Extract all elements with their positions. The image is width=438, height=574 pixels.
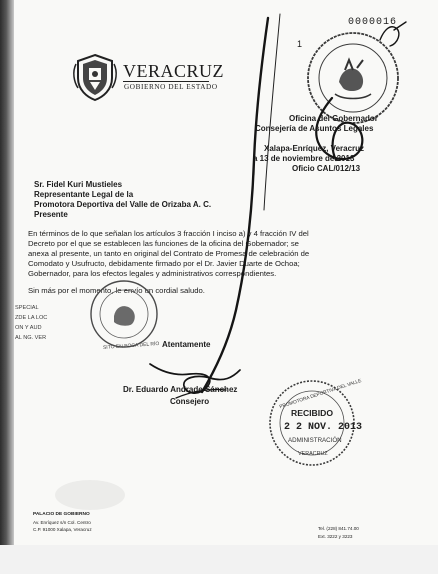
signature-atentamente: Atentamente bbox=[162, 340, 211, 349]
recipient-role1: Representante Legal de la bbox=[34, 190, 134, 199]
scan-edge-shadow bbox=[0, 0, 14, 574]
recipient-presente: Presente bbox=[34, 210, 68, 219]
corner-folio: 0000016 bbox=[348, 17, 398, 28]
seal-ring-text: SITO EN BOCA DEL RÍO bbox=[102, 341, 160, 351]
footer-left-2: Av. Enríquez s/n Col. Centro bbox=[33, 520, 91, 525]
top-page-number: 1 bbox=[297, 39, 303, 49]
recipient-name: Sr. Fidel Kuri Mustieles bbox=[34, 180, 123, 189]
body-line-1: En términos de lo que señalan los artículos 3 fracción I inciso a) y 4 fracción IV del bbox=[28, 229, 309, 238]
received-stamp-top: PROMOTORA DEPORTIVA DEL VALLE bbox=[279, 378, 363, 411]
received-stamp-date: 2 2 NOV. 2013 bbox=[284, 422, 363, 433]
body-line-4: Comodato y Usufructo, debidamente firmado por el Dr. Javier Duarte de Ochoa; bbox=[28, 259, 300, 268]
signature-name: Dr. Eduardo Andrade Sánchez bbox=[123, 385, 238, 394]
office-line1: Oficina del Gobernador bbox=[289, 114, 378, 123]
received-stamp-word: RECIBIDO bbox=[291, 408, 334, 418]
office-line2: Consejería de Asuntos Legales bbox=[255, 124, 374, 133]
recipient-role2: Promotora Deportiva del Valle de Orizaba A. C. bbox=[34, 200, 212, 209]
partial-stamp-line-4: AL NG. VER bbox=[15, 335, 47, 341]
letterhead-subtitle: GOBIERNO DEL ESTADO bbox=[124, 83, 218, 91]
body-closing: Sin más por el momento, le envío un cordial saludo. bbox=[28, 286, 205, 295]
body-line-5: Gobernador, para los efectos legales y administrativos correspondientes. bbox=[28, 269, 277, 278]
office-place: Xalapa-Enríquez, Veracruz bbox=[264, 144, 365, 153]
office-date: a 13 de noviembre de 2013 bbox=[253, 154, 355, 163]
received-stamp-place: VERACRUZ bbox=[298, 451, 328, 457]
partial-stamp-line-1: SPECIAL bbox=[15, 305, 39, 311]
received-stamp-dept: ADMINISTRACIÓN bbox=[288, 437, 342, 444]
footer-left-3: C.P. 91000 Xalapa, Veracruz bbox=[33, 527, 92, 532]
national-seal-stamp bbox=[305, 30, 401, 126]
letterhead-rule bbox=[123, 81, 209, 82]
office-reference: Oficio CAL/012/13 bbox=[292, 164, 361, 173]
scan-smudge bbox=[55, 480, 125, 510]
partial-stamp-line-2: ZDE LA LOC bbox=[15, 315, 48, 321]
state-coat-of-arms-icon bbox=[72, 52, 118, 102]
footer-right-1: Tel. (228) 841.74.00 bbox=[318, 526, 359, 531]
footer-left-1: PALACIO DE GOBIERNO bbox=[33, 512, 90, 517]
letterhead-state: VERACRUZ bbox=[123, 61, 225, 81]
signature-title: Consejero bbox=[170, 397, 210, 406]
body-line-3: anexa al presente, un tanto en original del Contrato de Promesa de celebración de bbox=[28, 249, 310, 258]
scan-bottom-margin bbox=[0, 545, 438, 574]
body-line-2: Decreto por el que se establecen las funciones de la oficina del Gobernador; se bbox=[28, 239, 299, 248]
footer-right-2: Ext. 3222 y 3223 bbox=[318, 534, 353, 539]
partial-stamp-line-3: ON Y AUD bbox=[15, 325, 42, 331]
